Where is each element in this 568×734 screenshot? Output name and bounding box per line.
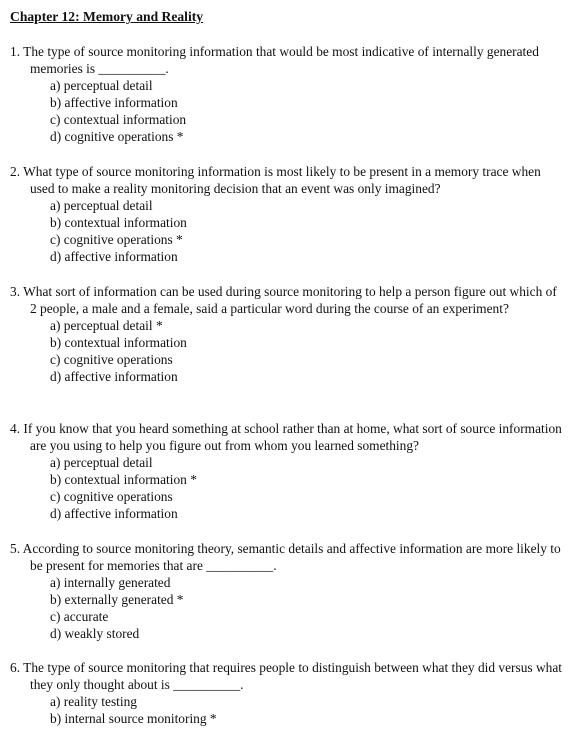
answer-options [10, 454, 562, 522]
answer-option: a) perceptual detail [50, 198, 153, 213]
question-stem: 5. According to source monitoring theory, semantic details and affective information are more likely to be present for memories that are __________. [10, 541, 561, 573]
question-stem: 4. If you know that you heard something at school rather than at home, what sort of source information are you using to help you figure out from whom you learned something? [10, 421, 562, 453]
question-5 [10, 540, 562, 642]
answer-option: b) externally generated * [50, 592, 184, 607]
answer-option: c) cognitive operations * [50, 232, 183, 247]
answer-option: b) contextual information * [50, 472, 197, 487]
answer-option: b) internal source monitoring * [50, 711, 217, 726]
answer-options [10, 317, 562, 385]
answer-option: d) affective information [50, 369, 178, 384]
answer-options [10, 77, 562, 145]
answer-option: d) cognitive operations * [50, 129, 184, 144]
answer-option: d) weakly stored [50, 626, 140, 641]
question-stem: 2. What type of source monitoring information is most likely to be present in a memory trace when used to make a reality monitoring decision that an event was only imagined? [10, 164, 541, 196]
question-6 [10, 659, 562, 727]
answer-options [10, 693, 562, 727]
question-3 [10, 283, 562, 385]
answer-option: a) reality testing [50, 694, 138, 709]
answer-option: a) perceptual detail [50, 78, 153, 93]
question-stem: 1. The type of source monitoring information that would be most indicative of internally generated memories is __________. [10, 44, 539, 76]
answer-options [10, 197, 562, 265]
answer-option: c) cognitive operations [50, 489, 173, 504]
answer-option: b) contextual information [50, 335, 187, 350]
question-1 [10, 43, 562, 145]
answer-options [10, 574, 562, 642]
answer-option: b) contextual information [50, 215, 187, 230]
question-stem: 3. What sort of information can be used during source monitoring to help a person figure out which of 2 people, a male and a female, said a particular word during the course of an experiment? [10, 284, 557, 316]
answer-option: c) accurate [50, 609, 109, 624]
answer-option: c) cognitive operations [50, 352, 173, 367]
chapter-title: Chapter 12: Memory and Reality [10, 9, 204, 24]
question-stem: 6. The type of source monitoring that requires people to distinguish between what they did versus what they only thought about is __________. [10, 660, 562, 692]
question-4 [10, 420, 562, 522]
question-2 [10, 163, 562, 265]
answer-option: c) contextual information [50, 112, 187, 127]
answer-option: d) affective information [50, 249, 178, 264]
answer-option: d) affective information [50, 506, 178, 521]
answer-option: b) affective information [50, 95, 178, 110]
answer-option: a) perceptual detail * [50, 318, 163, 333]
answer-option: a) internally generated [50, 575, 171, 590]
answer-option: a) perceptual detail [50, 455, 153, 470]
